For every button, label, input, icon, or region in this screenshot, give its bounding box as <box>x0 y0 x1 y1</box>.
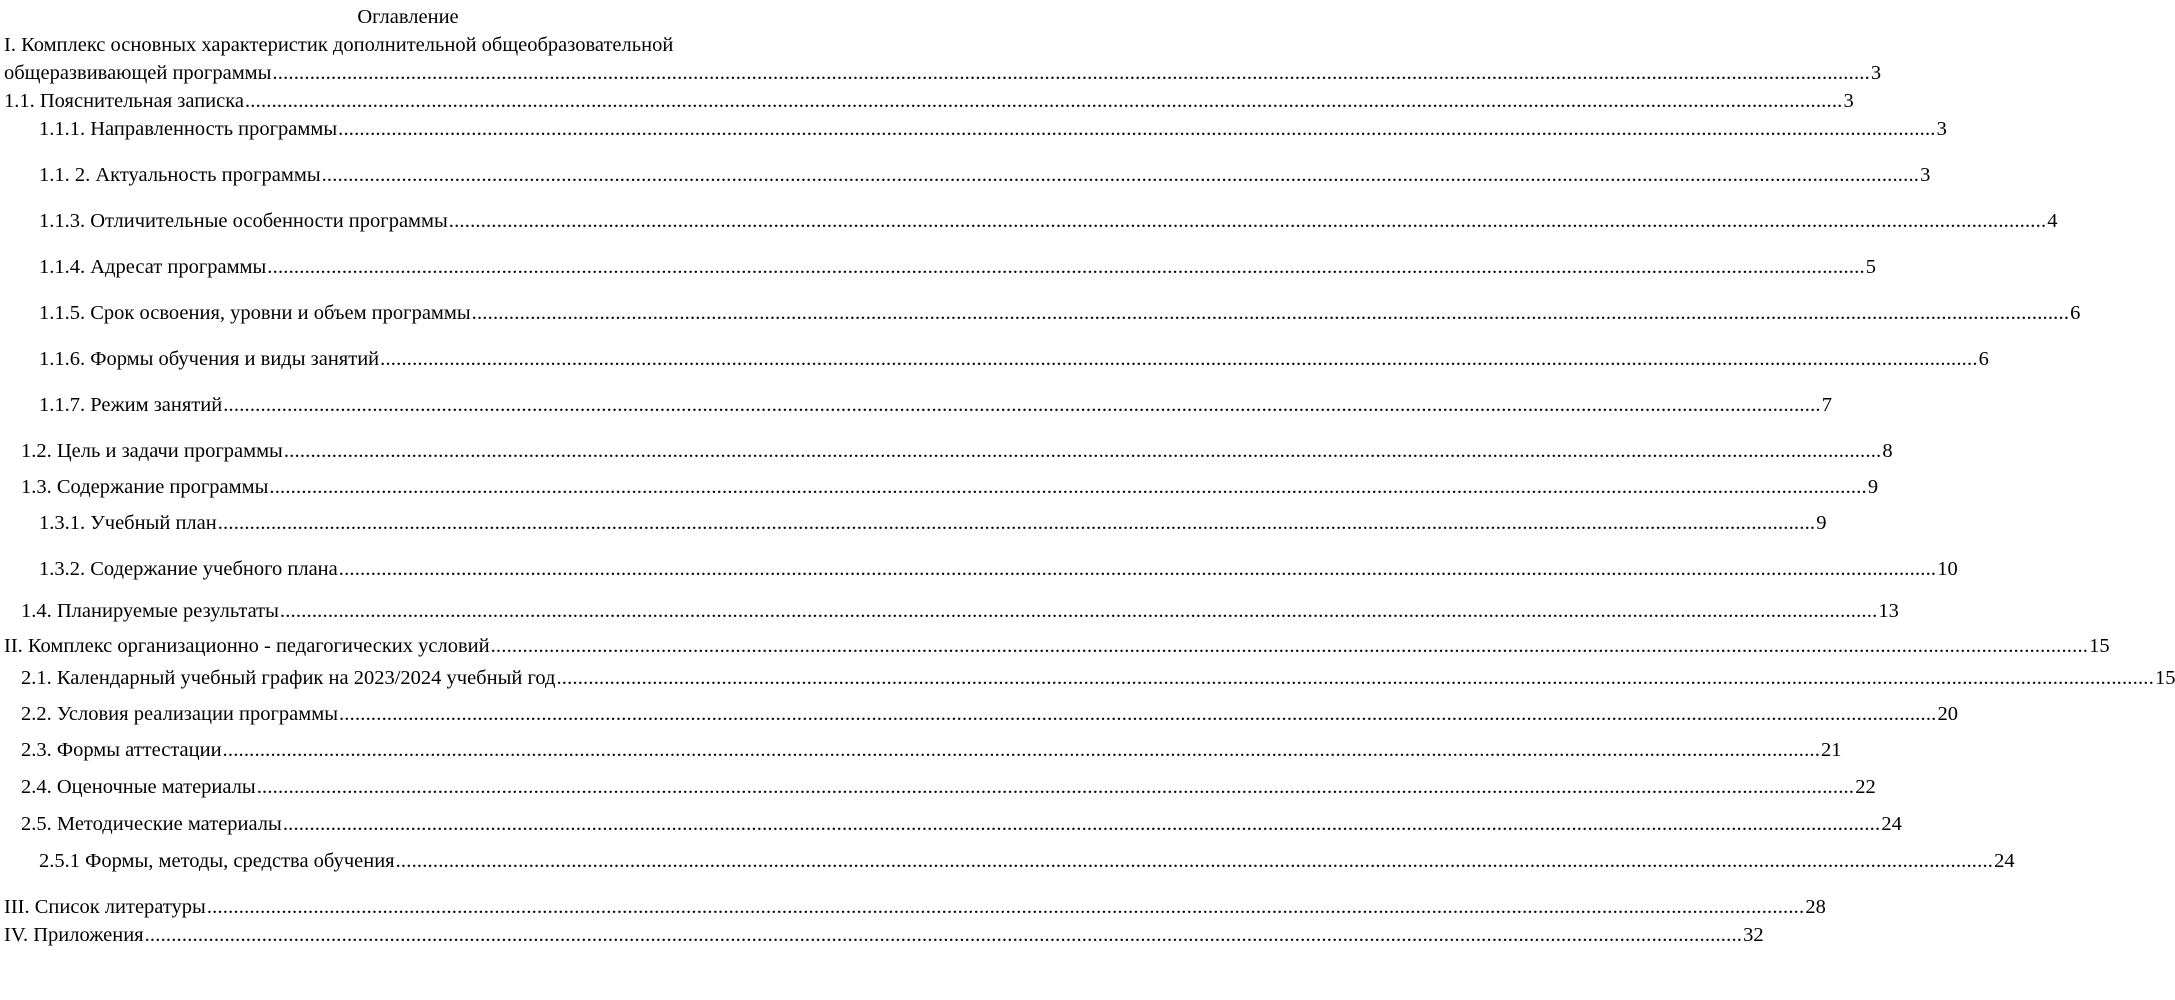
toc-entry[interactable] <box>21 666 2175 690</box>
toc-entry-page: 5 <box>1865 256 1877 278</box>
toc-entry-page: 9 <box>1816 512 1827 534</box>
toc-leader-dots: ............................................................................................................................................................................................................................................................................................................ <box>272 62 1870 84</box>
toc-entry-page: 8 <box>1882 440 1893 462</box>
toc-entry-page: 9 <box>1867 476 1879 498</box>
toc-entry-page: 4 <box>2047 210 2058 232</box>
toc-entry-page: 24 <box>1994 850 2015 872</box>
toc-entry[interactable] <box>39 117 1947 141</box>
toc-entry[interactable] <box>21 475 1879 499</box>
toc-entry[interactable] <box>39 255 1877 279</box>
toc-leader-dots: ............................................................................................................................................................................................................................................................................................................ <box>267 256 1865 278</box>
toc-entry[interactable] <box>21 738 1842 762</box>
toc-entry[interactable] <box>4 89 1854 113</box>
toc-leader-dots: ............................................................................................................................................................................................................................................................................................................ <box>269 476 1867 498</box>
toc-leader-dots: ............................................................................................................................................................................................................................................................................................................ <box>448 210 2047 232</box>
toc-entry-label: 2.3. Формы аттестации <box>21 739 222 761</box>
toc-entry-label: III. Список литературы <box>4 896 206 918</box>
toc-entry-label: 1.1.1. Направленность программы <box>39 118 338 140</box>
toc-entry-label: 1.1.7. Режим занятий <box>39 394 223 416</box>
toc-entry-section-1-line-1: I. Комплекс основных характеристик дополнительной общеобразовательной <box>4 34 674 56</box>
toc-entry[interactable] <box>4 895 1826 919</box>
toc-leader-dots: ............................................................................................................................................................................................................................................................................................................ <box>490 635 2089 657</box>
toc-entry[interactable] <box>39 511 1827 535</box>
toc-title: Оглавление <box>357 6 459 28</box>
toc-entry[interactable] <box>21 702 1958 726</box>
toc-leader-dots: ............................................................................................................................................................................................................................................................................................................ <box>395 850 1994 872</box>
toc-leader-dots: ............................................................................................................................................................................................................................................................................................................ <box>338 703 1937 725</box>
toc-entry[interactable] <box>21 812 1902 836</box>
toc-entry[interactable] <box>4 923 1764 947</box>
toc-entry[interactable] <box>39 557 1958 581</box>
toc-leader-dots: ............................................................................................................................................................................................................................................................................................................ <box>338 118 1936 140</box>
toc-entry[interactable] <box>39 849 2015 873</box>
toc-entry-page: 6 <box>1978 348 1989 370</box>
toc-entry-label: 2.1. Календарный учебный график на 2023/2024 учебный год <box>21 667 556 689</box>
toc-entry-page: 15 <box>2154 667 2175 689</box>
toc-entry[interactable] <box>4 634 2110 658</box>
toc-entry-label: 1.1. Пояснительная записка <box>4 90 244 112</box>
toc-entry[interactable] <box>39 209 2058 233</box>
toc-entry[interactable] <box>21 439 1893 463</box>
toc-entry-page: 3 <box>1936 118 1947 140</box>
toc-entry-label: 1.1.3. Отличительные особенности программы <box>39 210 448 232</box>
toc-entry[interactable] <box>21 775 1876 799</box>
toc-entry-label: общеразвивающей программы <box>4 62 272 84</box>
toc-leader-dots: ............................................................................................................................................................................................................................................................................................................ <box>244 90 1843 112</box>
toc-entry-page: 20 <box>1937 703 1958 725</box>
toc-entry-page: 28 <box>1805 896 1826 918</box>
toc-leader-dots: ............................................................................................................................................................................................................................................................................................................ <box>222 739 1821 761</box>
toc-entry-page: 21 <box>1821 739 1842 761</box>
toc-entry[interactable] <box>39 347 1989 371</box>
toc-leader-dots: ............................................................................................................................................................................................................................................................................................................ <box>282 813 1881 835</box>
toc-entry-label: 2.5. Методические материалы <box>21 813 282 835</box>
toc-entry-label: 2.5.1 Формы, методы, средства обучения <box>39 850 395 872</box>
toc-entry-label: II. Комплекс организационно - педагогических условий <box>4 635 490 657</box>
toc-leader-dots: ............................................................................................................................................................................................................................................................................................................ <box>256 776 1855 798</box>
toc-leader-dots: ............................................................................................................................................................................................................................................................................................................ <box>338 558 1937 580</box>
toc-entry-label: 1.3.2. Содержание учебного плана <box>39 558 338 580</box>
toc-entry-page: 7 <box>1821 394 1832 416</box>
toc-entry-label: 1.1.5. Срок освоения, уровни и объем программы <box>39 302 471 324</box>
toc-leader-dots: ............................................................................................................................................................................................................................................................................................................ <box>380 348 1978 370</box>
toc-leader-dots: ............................................................................................................................................................................................................................................................................................................ <box>206 896 1805 918</box>
toc-entry-label: 2.2. Условия реализации программы <box>21 703 338 725</box>
toc-entry-page: 24 <box>1881 813 1902 835</box>
toc-entry[interactable] <box>39 163 1931 187</box>
toc-leader-dots: ............................................................................................................................................................................................................................................................................................................ <box>223 394 1821 416</box>
toc-entry-page: 32 <box>1743 924 1764 946</box>
toc-entry-label: 1.3.1. Учебный план <box>39 512 217 534</box>
toc-entry-page: 3 <box>1843 90 1854 112</box>
toc-entry-label: 1.2. Цель и задачи программы <box>21 440 283 462</box>
toc-leader-dots: ............................................................................................................................................................................................................................................................................................................ <box>144 924 1743 946</box>
toc-leader-dots: ............................................................................................................................................................................................................................................................................................................ <box>283 440 1882 462</box>
toc-entry-label: 1.1.6. Формы обучения и виды занятий <box>39 348 380 370</box>
toc-entry-label: 1.3. Содержание программы <box>21 476 269 498</box>
toc-entry-label: 1.1. 2. Актуальность программы <box>39 164 321 186</box>
toc-entry-label: 1.1.4. Адресат программы <box>39 256 267 278</box>
toc-entry-label: 2.4. Оценочные материалы <box>21 776 256 798</box>
toc-leader-dots: ............................................................................................................................................................................................................................................................................................................ <box>556 667 2154 689</box>
toc-entry[interactable] <box>4 61 1882 85</box>
toc-entry[interactable] <box>39 301 2081 325</box>
toc-entry-page: 6 <box>2070 302 2081 324</box>
toc-entry-page: 13 <box>1878 600 1899 622</box>
toc-entry-label: 1.4. Планируемые результаты <box>21 600 279 622</box>
toc-leader-dots: ............................................................................................................................................................................................................................................................................................................ <box>217 512 1816 534</box>
toc-entry-page: 22 <box>1855 776 1876 798</box>
toc-entry-page: 10 <box>1937 558 1958 580</box>
toc-entry[interactable] <box>21 599 1899 623</box>
toc-entry-page: 3 <box>1920 164 1931 186</box>
toc-leader-dots: ............................................................................................................................................................................................................................................................................................................ <box>321 164 1920 186</box>
toc-entry[interactable] <box>39 393 1832 417</box>
toc-entry-page: 3 <box>1870 62 1882 84</box>
toc-leader-dots: ............................................................................................................................................................................................................................................................................................................ <box>471 302 2070 324</box>
toc-entry-page: 15 <box>2089 635 2110 657</box>
toc-entry-label: IV. Приложения <box>4 924 144 946</box>
toc-leader-dots: ............................................................................................................................................................................................................................................................................................................ <box>279 600 1878 622</box>
